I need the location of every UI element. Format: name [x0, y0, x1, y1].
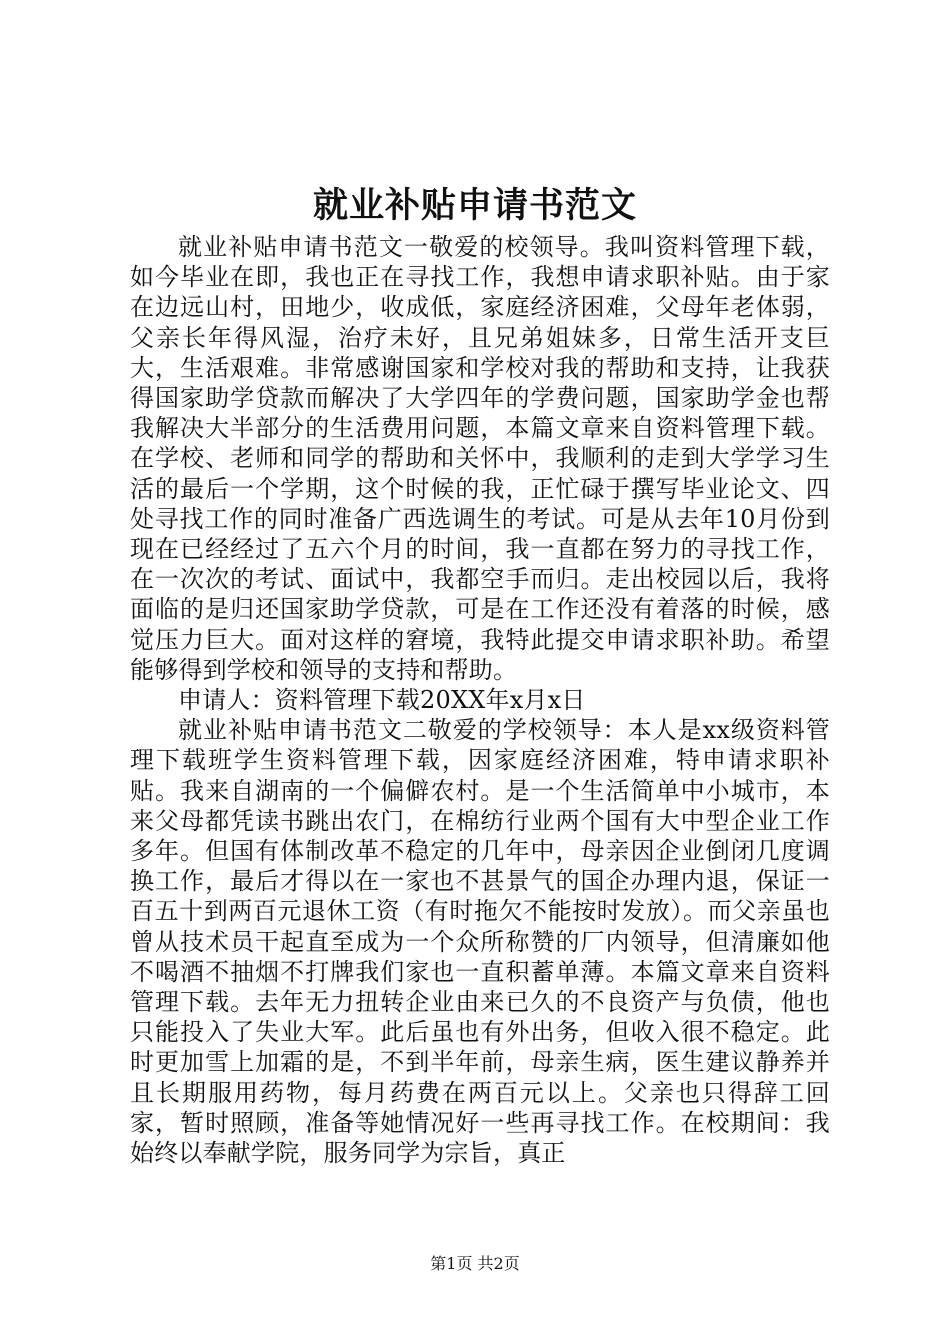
- document-title: 就业补贴申请书范文: [312, 185, 637, 226]
- paragraph-2: 就业补贴申请书范文二敬爱的学校领导：本人是xx级资料管理下载班学生资料管理下载，因家庭经济困难，特申请求职补贴。我来自湖南的一个偏僻农村。是一个生活简单中小城市，本来父母都凭读书跳出农门，在棉纺行业两个国有大中型企业工作多年。但国有体制改革不稳定的几年中，母亲因企业倒闭几度调换工作，最后才得以在一家也不甚景气的国企办理内退，保证一百五十到两百元退休工资（有时拖欠不能按时发放）。而父亲虽也曾从技术员干起直至成为一个众所称赞的厂内领导，但清廉如他不喝酒不抽烟不打牌我们家也一直积蓄单薄。本篇文章来自资料管理下载。去年无力扭转企业由来已久的不良资产与负债，他也只能投入了失业大军。此后虽也有外出务，但收入很不稳定。此时更加雪上加霜的是，不到半年前，母亲生病，医生建议静养并且长期服用药物，每月药费在两百元以上。父亲也只得辞工回家，暂时照顾，准备等她情况好一些再寻找工作。在校期间：我始终以奉献学院，服务同学为宗旨，真正: [130, 716, 830, 1168]
- document-body: [130, 232, 830, 1168]
- page-footer: 第1页 共2页: [430, 1254, 520, 1273]
- paragraph-1: 就业补贴申请书范文一敬爱的校领导。我叫资料管理下载，如今毕业在即，我也正在寻找工作，我想申请求职补贴。由于家在边远山村，田地少，收成低，家庭经济困难，父母年老体弱，父亲长年得风湿，治疗未好，且兄弟姐妹多，日常生活开支巨大，生活艰难。非常感谢国家和学校对我的帮助和支持，让我获得国家助学贷款而解决了大学四年的学费问题，国家助学金也帮我解决大半部分的生活费用问题，本篇文章来自资料管理下载。在学校、老师和同学的帮助和关怀中，我顺利的走到大学学习生活的最后一个学期，这个时候的我，正忙碌于撰写毕业论文、四处寻找工作的同时准备广西选调生的考试。可是从去年10月份到现在已经经过了五六个月的时间，我一直都在努力的寻找工作，在一次次的考试、面试中，我都空手而归。走出校园以后，我将面临的是归还国家助学贷款，可是在工作还没有着落的时候，感觉压力巨大。面对这样的窘境，我特此提交申请求职补助。希望能够得到学校和领导的支持和帮助。: [130, 233, 830, 684]
- paragraph-signature: 申请人：资料管理下载20XX年x月x日: [178, 686, 586, 715]
